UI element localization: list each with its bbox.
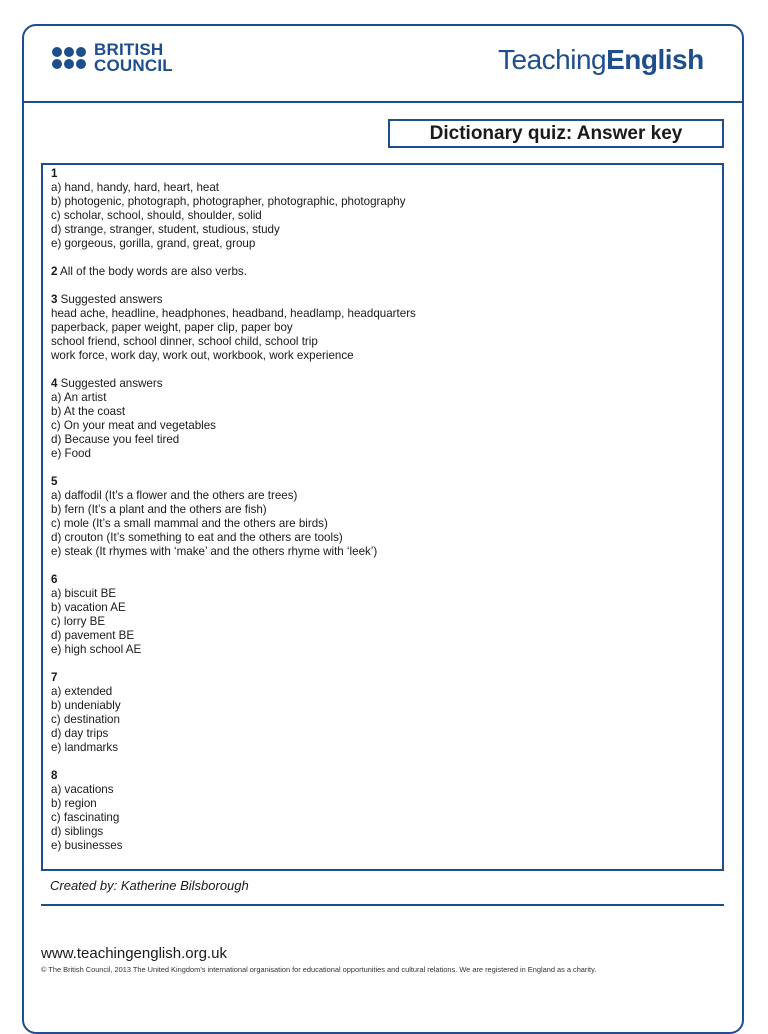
copyright-notice: © The British Council, 2013 The United Kingdom’s international organisation for educational opportunities and cultural relations. We are registered in England as a charity. xyxy=(41,965,597,974)
answer-line: c) destination xyxy=(51,713,120,726)
answer-line: a) extended xyxy=(51,685,113,698)
question-7: 7 a) extended b) undeniably c) destination d) day trips e) landmarks xyxy=(51,671,722,755)
answer-line: b) At the coast xyxy=(51,405,126,418)
answer-line: head ache, headline, headphones, headband, headlamp, headquarters xyxy=(51,307,416,320)
question-1: 1 a) hand, handy, hard, heart, heat b) photogenic, photograph, photographer, photographic, photography c) scholar, school, should, shoulder, solid d) strange, stranger, student, studious, study e) gorgeous, gorilla, grand, great, group xyxy=(51,167,722,251)
question-8: 8 a) vacations b) region c) fascinating d) siblings e) businesses xyxy=(51,769,722,853)
page-title: Dictionary quiz: Answer key xyxy=(388,119,724,148)
answer-line: c) scholar, school, should, shoulder, solid xyxy=(51,209,262,222)
answer-line: c) fascinating xyxy=(51,811,120,824)
answer-line: c) lorry BE xyxy=(51,615,106,628)
answer-line: e) gorgeous, gorilla, grand, great, group xyxy=(51,237,256,250)
answer-line: e) steak (It rhymes with ‘make’ and the others rhyme with ‘leek’) xyxy=(51,545,378,558)
answer-line: a) vacations xyxy=(51,783,114,796)
question-5: 5 a) daffodil (It’s a flower and the others are trees) b) fern (It’s a plant and the others are fish) c) mole (It’s a small mammal and the others are birds) d) crouton (It’s something to eat and the others are tools) e) steak (It rhymes with ‘make’ and the others rhyme with ‘leek’) xyxy=(51,475,722,559)
answer-line: work force, work day, work out, workbook, work experience xyxy=(51,349,354,362)
answer-line: a) An artist xyxy=(51,391,107,404)
answer-line: b) fern (It’s a plant and the others are fish) xyxy=(51,503,267,516)
answer-line: e) high school AE xyxy=(51,643,142,656)
answer-line: b) region xyxy=(51,797,97,810)
answer-line: a) hand, handy, hard, heart, heat xyxy=(51,181,220,194)
created-by: Created by: Katherine Bilsborough xyxy=(50,878,249,893)
logo-dots-icon xyxy=(52,47,86,69)
answer-line: paperback, paper weight, paper clip, paper boy xyxy=(51,321,293,334)
logo-line-1: BRITISH xyxy=(94,40,164,59)
brand-bold: English xyxy=(606,44,704,75)
brand-light: Teaching xyxy=(498,44,607,75)
answer-line: e) landmarks xyxy=(51,741,119,754)
question-4: 4 Suggested answers a) An artist b) At the coast c) On your meat and vegetables d) Because you feel tired e) Food xyxy=(51,377,722,461)
answer-line: d) crouton (It’s something to eat and the others are tools) xyxy=(51,531,343,544)
answer-line: c) mole (It’s a small mammal and the others are birds) xyxy=(51,517,328,530)
question-2: 2 All of the body words are also verbs. xyxy=(51,265,247,278)
website-url[interactable]: www.teachingenglish.org.uk xyxy=(41,945,227,962)
created-divider xyxy=(41,904,724,906)
question-3: 3 Suggested answers head ache, headline, headphones, headband, headlamp, headquarters paperback, paper weight, paper clip, paper boy school friend, school dinner, school child, school trip work force, work day, work out, workbook, work experience xyxy=(51,293,722,363)
logo-line-2: COUNCIL xyxy=(94,56,173,75)
answer-line: e) businesses xyxy=(51,839,123,852)
british-council-logo xyxy=(52,42,173,74)
answer-line: c) On your meat and vegetables xyxy=(51,419,216,432)
answer-line: d) siblings xyxy=(51,825,104,838)
logo-text xyxy=(94,42,173,74)
answer-key-box xyxy=(41,163,724,871)
answer-line: d) Because you feel tired xyxy=(51,433,180,446)
answer-line: a) daffodil (It’s a flower and the others are trees) xyxy=(51,489,298,502)
answer-line: d) strange, stranger, student, studious, study xyxy=(51,223,280,236)
answer-line: b) vacation AE xyxy=(51,601,126,614)
answer-line: d) pavement BE xyxy=(51,629,135,642)
teaching-english-brand xyxy=(498,44,704,76)
answer-line: b) undeniably xyxy=(51,699,121,712)
question-6: 6 a) biscuit BE b) vacation AE c) lorry BE d) pavement BE e) high school AE xyxy=(51,573,722,657)
answer-line: school friend, school dinner, school child, school trip xyxy=(51,335,318,348)
header-divider xyxy=(24,101,744,103)
answer-line: b) photogenic, photograph, photographer, photographic, photography xyxy=(51,195,406,208)
answer-line: e) Food xyxy=(51,447,91,460)
answer-line: d) day trips xyxy=(51,727,109,740)
answer-line: a) biscuit BE xyxy=(51,587,117,600)
